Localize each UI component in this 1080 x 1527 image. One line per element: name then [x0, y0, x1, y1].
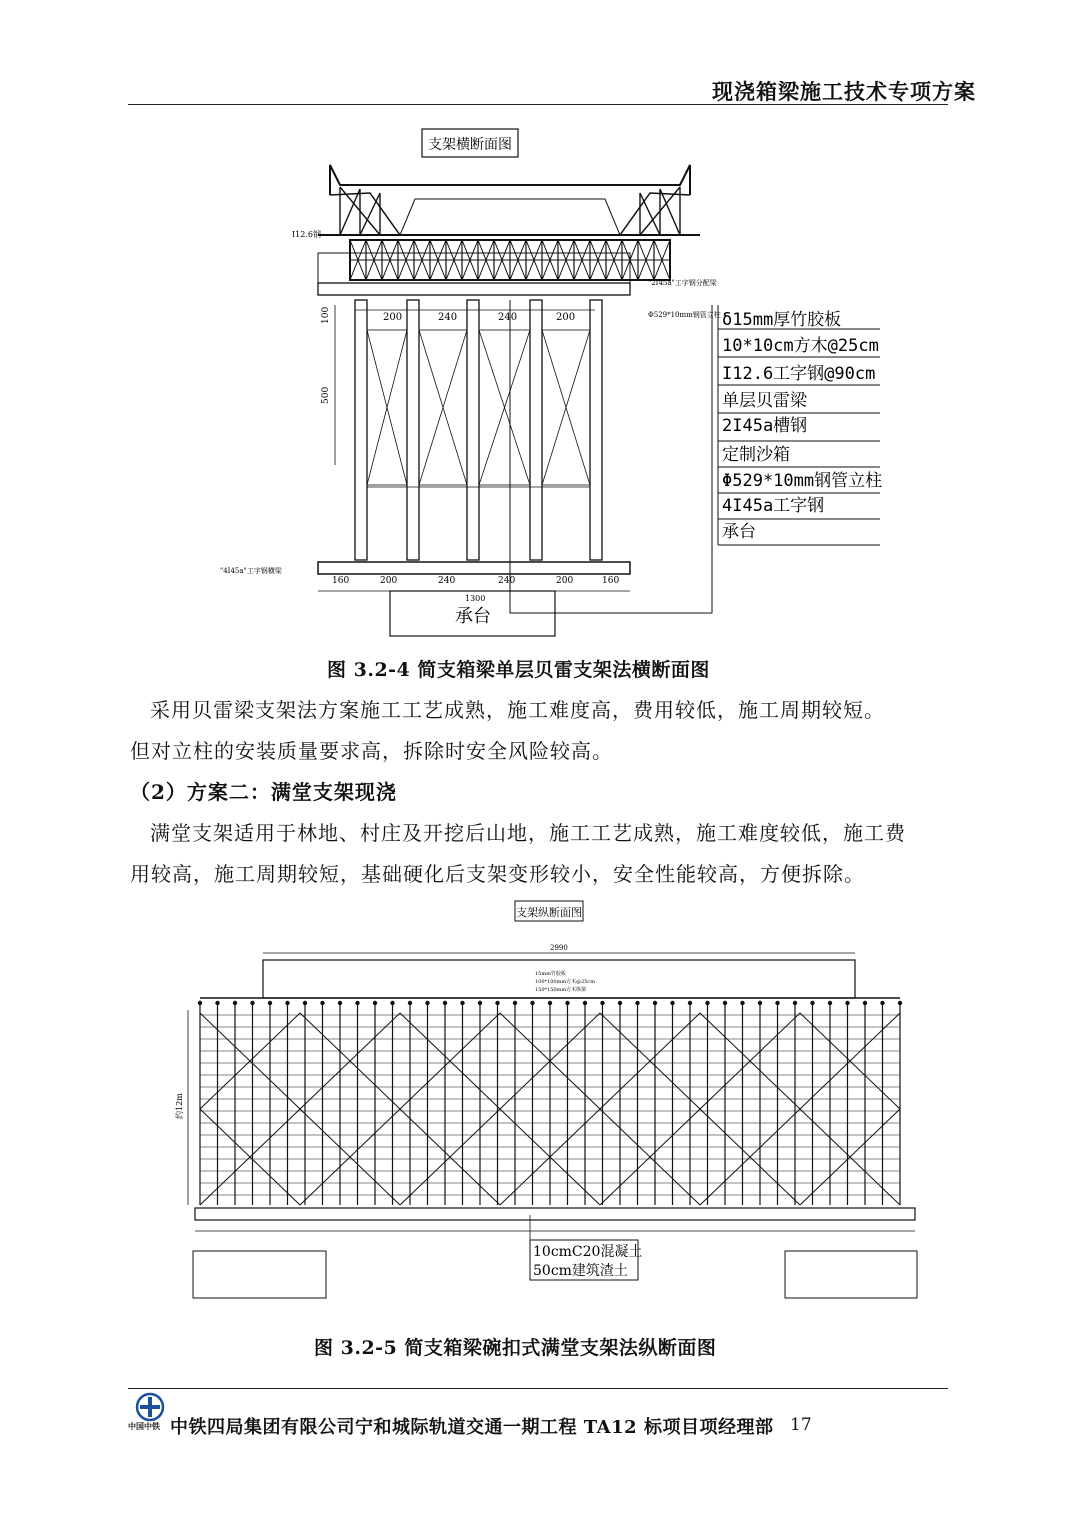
fig2-note-1: 100*100mm方木@25cm — [535, 979, 595, 985]
para1-line1: 采用贝雷梁支架法方案施工工艺成熟，施工难度高，费用较低，施工周期较短。 — [150, 698, 885, 722]
figure-longitudinal-section — [160, 895, 950, 1315]
layer-3: 单层贝雷梁 — [722, 391, 807, 411]
fig1-dim-bottom-3: 240 — [498, 576, 516, 586]
header-rule — [128, 104, 948, 105]
fig1-dim-top-0: 200 — [383, 312, 403, 323]
layer-7: 4I45a工字钢 — [722, 496, 825, 516]
fig1-dim-side-1: 500 — [321, 386, 331, 404]
fig1-dim-bottom-4: 200 — [556, 576, 574, 586]
fig1-dim-bottom-0: 160 — [332, 576, 350, 586]
figure1-caption: 图 3.2-4 简支箱梁单层贝雷支架法横断面图 — [327, 659, 710, 681]
fig2-foundation-0: 10cmC20混凝土 — [533, 1244, 643, 1260]
page-number: 17 — [790, 1415, 812, 1435]
fig1-layer-legend — [718, 305, 882, 545]
layer-1: 10*10cm方木@25cm — [722, 336, 879, 356]
fig1-dim-top-1: 240 — [438, 312, 458, 323]
footer-company: 中铁四局集团有限公司宁和城际轨道交通一期工程 TA12 标项目项经理部 — [170, 1417, 774, 1438]
section2-heading: （2）方案二：满堂支架现浇 — [130, 780, 397, 804]
fig1-annot-3: "4I45a"工字钢横梁 — [220, 567, 282, 575]
fig2-side-dim: 约12m — [175, 1093, 184, 1119]
layer-0: δ15mm厚竹胶板 — [722, 310, 842, 330]
fig1-dim-bottom-5: 160 — [602, 576, 620, 586]
layer-8: 承台 — [722, 522, 756, 542]
fig1-dim-top-2: 240 — [498, 312, 518, 323]
layer-4: 2I45a槽钢 — [722, 416, 808, 436]
fig1-annot-0: I12.6钢 — [292, 230, 321, 239]
figure2-caption: 图 3.2-5 简支箱梁碗扣式满堂支架法纵断面图 — [314, 1337, 717, 1359]
figure-cross-section — [200, 125, 900, 645]
para2-line2: 用较高，施工周期较短，基础硬化后支架变形较小，安全性能较高，方便拆除。 — [130, 862, 865, 886]
footer-rule — [128, 1388, 948, 1389]
fig2-title: 支架纵断面图 — [516, 906, 582, 919]
fig2-note-2: 150*150mm方木纵梁 — [535, 987, 587, 993]
fig1-annot-1: "2I45a"工字钢分配梁 — [648, 279, 717, 287]
layer-6: Φ529*10mm钢管立柱 — [722, 471, 883, 491]
fig2-foundation-1: 50cm建筑渣土 — [533, 1263, 628, 1279]
scaffold-grid — [198, 1001, 902, 1205]
fig1-base-label: 承台 — [455, 606, 491, 627]
layer-2: I12.6工字钢@90cm — [722, 364, 876, 384]
fig1-dim-top-3: 200 — [556, 312, 576, 323]
fig1-dim-bottom-2: 240 — [438, 576, 456, 586]
header-title: 现浇箱梁施工技术专项方案 — [712, 79, 976, 104]
fig1-dim-side-0: 100 — [321, 306, 331, 324]
para2-line1: 满堂支架适用于林地、村庄及开挖后山地，施工工艺成熟，施工难度较低，施工费 — [150, 821, 906, 845]
fig2-dim-total: 2990 — [550, 944, 568, 952]
fig1-dim-bottom-1: 200 — [380, 576, 398, 586]
para1-line2: 但对立柱的安装质量要求高，拆除时安全风险较高。 — [130, 739, 613, 763]
fig1-annot-2: Φ529*10mm钢管立柱 — [648, 311, 721, 319]
fig2-note-0: 15mm竹胶板 — [535, 971, 566, 977]
layer-5: 定制沙箱 — [722, 445, 790, 465]
fig1-dim-total: 1300 — [465, 594, 486, 603]
fig1-title: 支架横断面图 — [428, 137, 512, 153]
logo-text: 中国中铁 — [128, 1421, 160, 1431]
